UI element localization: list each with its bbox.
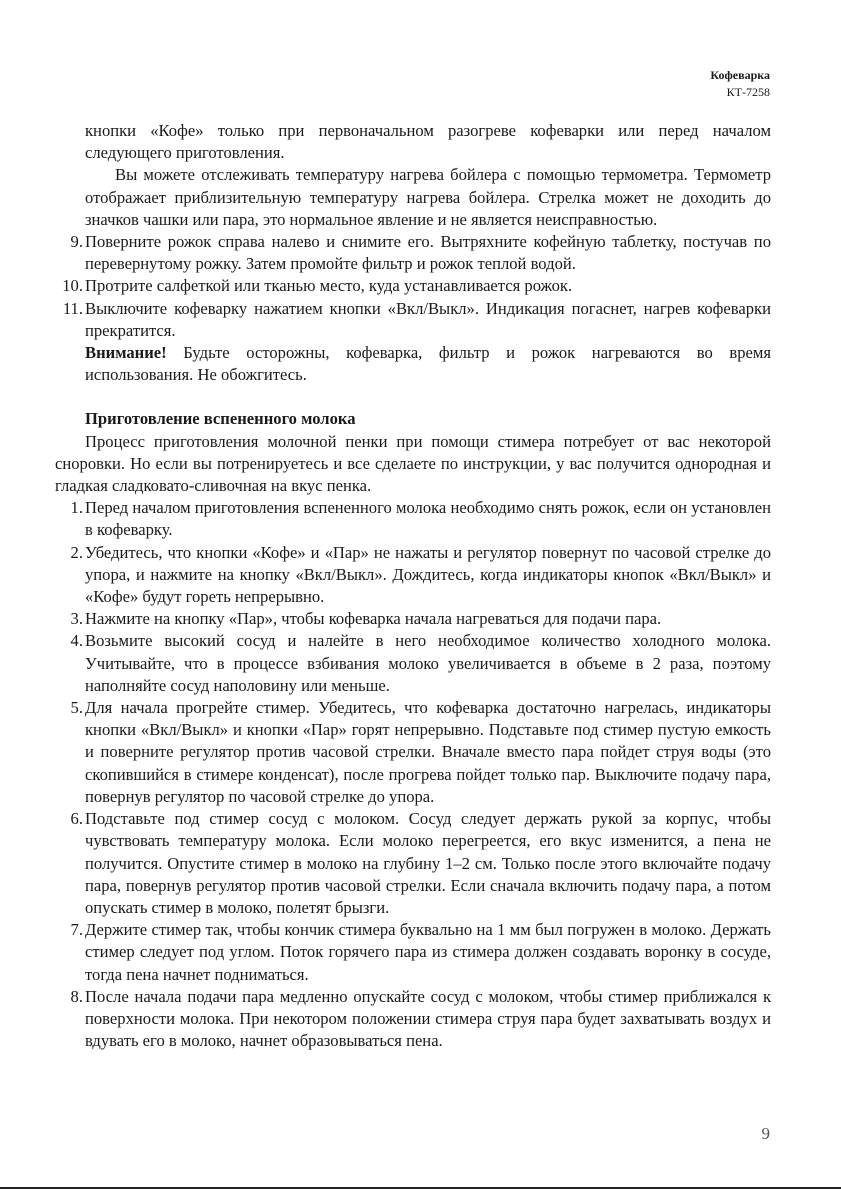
step-text: Поверните рожок справа налево и снимите его. Вытряхните кофейную таблетку, постучав по перевернутому рожку. Затем промойте фильтр и рожок теплой водой. <box>85 232 771 274</box>
step-item <box>55 808 771 919</box>
step-number: 7. <box>70 920 83 940</box>
step-number: 2. <box>70 542 83 562</box>
step-text: Выключите кофеварку нажатием кнопки «Вкл/Выкл». Индикация погаснет, нагрев кофеварки прекратится. <box>85 298 771 340</box>
step-number: 5. <box>70 698 83 718</box>
section-intro: Процесс приготовления молочной пенки при помощи стимера потребует от вас некоторой сноровки. Но если вы потренируетесь и все сделаете по инструкции, у вас получится однородная и гладкая сладковато-сливочная на вкус пенка. <box>55 431 771 496</box>
page-number: 9 <box>761 1124 770 1143</box>
step-number: 11. <box>62 298 83 318</box>
step-number: 4. <box>70 631 83 651</box>
step-item <box>55 275 771 297</box>
section-title: Приготовление вспененного молока <box>85 409 356 429</box>
bottom-divider <box>0 1187 841 1189</box>
step-number: 8. <box>70 986 83 1006</box>
step-text: Для начала прогрейте стимер. Убедитесь, что кофеварка достаточно нагрелась, индикаторы кнопки «Вкл/Выкл» и кнопки «Пар» горят непрерывно. Подставьте под стимер пустую емкость и поверните регулятор против часовой стрелки. Вначале вместо пара пойдет струя воды (это скопившийся в стимере конденсат), после прогрева пойдет только пар. Выключите подачу пара, повернув регулятор по часовой стрелке до упора. <box>85 698 771 806</box>
intro-paragraph: Вы можете отслеживать температуру нагрева бойлера с помощью термометра. Термометр отображает приблизительную температуру нагрева бойлера. Стрелка может не доходить до значков чашки или пара, это нормальное явление и не является неисправностью. <box>85 165 771 229</box>
step-text: Возьмите высокий сосуд и налейте в него необходимое количество холодного молока. Учитывайте, что в процессе взбивания молоко увеличивается в объеме в 2 раза, поэтому наполняйте сосуд наполовину или меньше. <box>85 631 771 695</box>
step-number: 6. <box>70 809 83 829</box>
step-text: Убедитесь, что кнопки «Кофе» и «Пар» не нажаты и регулятор повернут по часовой стрелке до упора, и нажмите на кнопку «Вкл/Выкл». Дождитесь, когда индикаторы кнопок «Вкл/Выкл» и «Кофе» будут гореть непрерывно. <box>85 542 771 607</box>
step-item <box>55 630 771 697</box>
header-title: Кофеварка <box>710 68 770 82</box>
step-text: Перед началом приготовления вспененного молока необходимо снять рожок, если он установлен в кофеварку. <box>85 498 771 540</box>
page-content <box>55 120 771 1052</box>
step-item <box>55 231 771 275</box>
header-model: КТ-7258 <box>726 85 770 99</box>
step-text: После начала подачи пара медленно опускайте сосуд с молоком, чтобы стимер приближался к поверхности молока. При некотором положении стимера струя пара будет захватывать воздух и вдувать его в молоко, начнет образовываться пена. <box>85 986 771 1051</box>
step-text: Протрите салфеткой или тканью место, куда устанавливается рожок. <box>85 276 573 296</box>
step-text: Подставьте под стимер сосуд с молоком. Сосуд следует держать рукой за корпус, чтобы чувствовать температуру молока. Если молоко перегреется, его вкус изменится, а пена не получится. Опустите стимер в молоко на глубину 1–2 см. Только после этого включайте подачу пара, повернув регулятор против часовой стрелки. Если сначала включить подачу пара, а потом опускать стимер в молоко, полетят брызги. <box>85 809 771 917</box>
step-item <box>55 542 771 609</box>
intro-paragraph: кнопки «Кофе» только при первоначальном разогреве кофеварки или перед началом следующего приготовления. <box>85 121 771 163</box>
step-number: 3. <box>70 609 83 629</box>
step-number: 1. <box>70 498 83 518</box>
step-item <box>55 298 771 342</box>
step-number: 9. <box>70 232 83 252</box>
step-item <box>55 697 771 808</box>
step-item <box>55 497 771 541</box>
page-header <box>710 67 770 101</box>
step-item <box>55 608 771 630</box>
step-text: Нажмите на кнопку «Пар», чтобы кофеварка начала нагреваться для подачи пара. <box>85 609 662 629</box>
warning-paragraph <box>55 342 771 386</box>
step-item <box>55 919 771 986</box>
step-item <box>55 986 771 1053</box>
warning-label: Внимание! <box>85 343 167 363</box>
step-number: 10. <box>62 276 83 296</box>
step-text: Держите стимер так, чтобы кончик стимера буквально на 1 мм был погружен в молоко. Держать стимер следует под углом. Поток горячего пара из стимера должен создавать воронку в сосуде, тогда пена начнет подниматься. <box>85 920 771 984</box>
warning-text: Будьте осторожны, кофеварка, фильтр и рожок нагреваются во время использования. Не обожгитесь. <box>85 343 771 385</box>
